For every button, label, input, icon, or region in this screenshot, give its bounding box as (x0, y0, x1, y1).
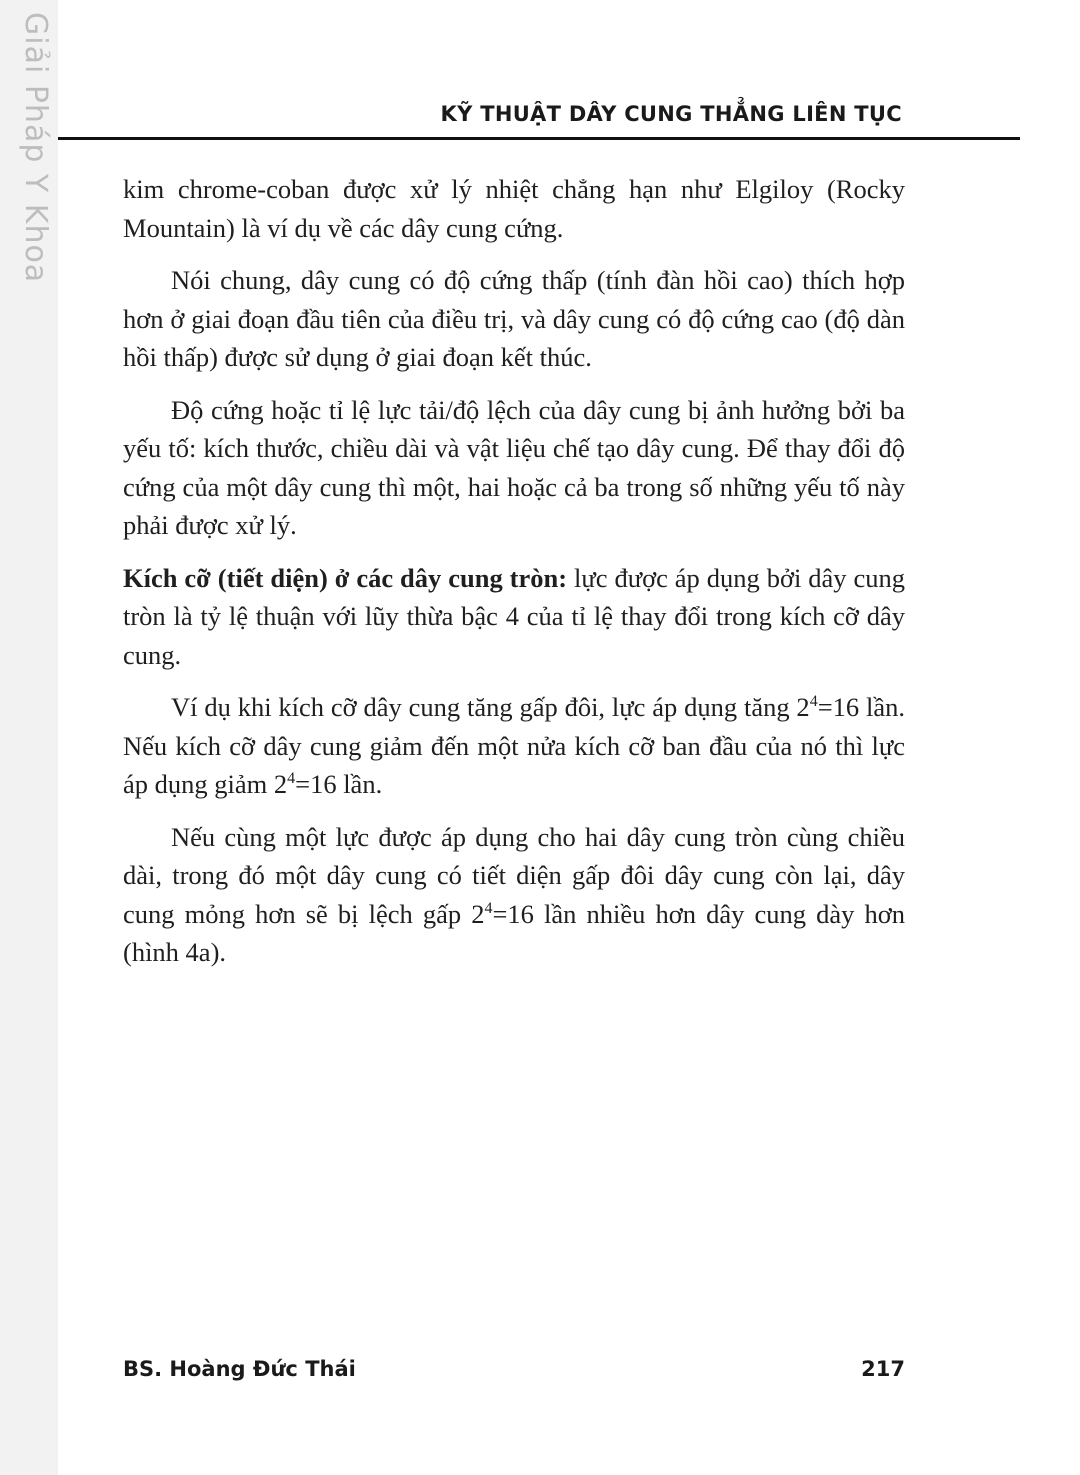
paragraph-5-part-a: Ví dụ khi kích cỡ dây cung tăng gấp đôi, lực áp dụng tăng 2 (171, 692, 810, 722)
paragraph-4-rest: lực được áp dụng bởi dây cung tròn là tỷ lệ thuận với lũy thừa bậc 4 của tỉ lệ thay đổi trong kích cỡ dây cung. (123, 562, 905, 670)
paragraph-5-part-b: =16 lần. Nếu kích cỡ dây cung giảm đến một nửa kích cỡ ban đầu của nó thì lực áp dụng giảm 2 (123, 692, 905, 799)
left-margin-strip (0, 0, 58, 1475)
paragraph-5 (123, 688, 905, 804)
paragraph-4-lead: Kích cỡ (tiết diện) ở các dây cung tròn: (123, 562, 568, 593)
running-header-title: KỸ THUẬT DÂY CUNG THẲNG LIÊN TỤC (440, 102, 902, 126)
exponent-2: 4 (287, 770, 296, 788)
footer-author: BS. Hoàng Đức Thái (123, 1357, 356, 1381)
watermark: Giải Pháp Y Khoa (18, 12, 53, 284)
paragraph-1: kim chrome-coban được xử lý nhiệt chẳng hạn như Elgiloy (Rocky Mountain) là ví dụ về các dây cung cứng. (123, 174, 905, 243)
paragraph-5-part-c: =16 lần. (295, 769, 383, 799)
page-number: 217 (861, 1357, 905, 1381)
paragraph-2: Nói chung, dây cung có độ cứng thấp (tính đàn hồi cao) thích hợp hơn ở giai đoạn đầu tiên của điều trị, và dây cung có độ cứng cao (độ dàn hồi thấp) được sử dụng ở giai đoạn kết thúc. (123, 265, 905, 372)
header-rule (58, 137, 1020, 140)
body-text (123, 170, 905, 986)
paragraph-3: Độ cứng hoặc tỉ lệ lực tải/độ lệch của dây cung bị ảnh hưởng bởi ba yếu tố: kích thước, chiều dài và vật liệu chế tạo dây cung. Để thay đổi độ cứng của một dây cung thì một, hai hoặc cả ba trong số những yếu tố này phải được xử lý. (123, 394, 905, 540)
paragraph-4 (123, 559, 905, 675)
paragraph-6 (123, 818, 905, 972)
exponent-1: 4 (809, 693, 818, 711)
exponent-3: 4 (484, 899, 493, 917)
paragraph-6-part-b: =16 lần nhiều hơn dây cung dày hơn (hình 4a). (123, 898, 905, 967)
paragraph-6-part-a: Nếu cùng một lực được áp dụng cho hai dây cung tròn cùng chiều dài, trong đó một dây cung có tiết diện gấp đôi dây cung còn lại, dây cung mỏng hơn sẽ bị lệch gấp 2 (123, 821, 905, 929)
